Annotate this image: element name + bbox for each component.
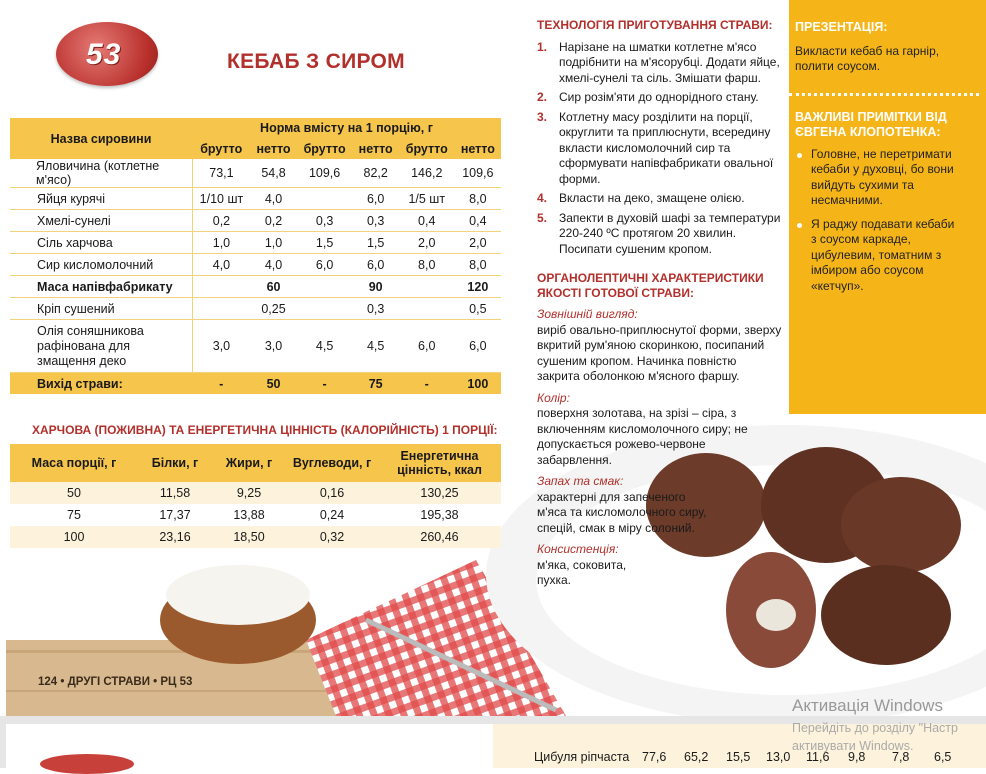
table-row: Хмелі-сунелі 0,2 0,2 0,3 0,3 0,4 0,4: [10, 210, 501, 232]
table-cell: 9,8: [848, 750, 866, 764]
table-cell: 15,5: [726, 750, 751, 764]
table-cell: 77,6: [642, 750, 667, 764]
smell-text: характерні для запеченого м'яса та кисломолочного сиру, спецій, смак в міру солоний.: [537, 489, 707, 535]
activation-watermark-hint: Перейдіть до розділу "Настр: [792, 721, 958, 735]
technology-section: [537, 18, 782, 589]
header-norm: Норма вмісту на 1 порцію, г: [192, 118, 501, 138]
list-item: 2. Сир розім'яти до однорідного стану.: [537, 90, 759, 104]
organoleptic-heading: ОРГАНОЛЕПТИЧНІ ХАРАКТЕРИСТИКИ ЯКОСТІ ГОТОВОЇ СТРАВИ:: [537, 271, 764, 300]
smell-label: Запах та смак:: [537, 474, 624, 488]
page-footer: 124 • ДРУГІ СТРАВИ • РЦ 53: [38, 676, 193, 688]
table-row: Яловичина (котлетне м'ясо) 73,1 54,8 109,6 82,2 146,2 109,6: [10, 159, 501, 188]
list-item: 5. Запекти в духовій шафі за температури 220-240 ºС протягом 20 хвилин. Посипати сушеним кропом.: [537, 210, 781, 256]
list-item: 3. Котлетну масу розділити на порції, округлити та приплюснути, всередину вкласти кисломолочний сир та сформувати напівфабрикати овальної форми.: [537, 109, 774, 186]
recipe-number-badge: [40, 754, 134, 774]
notes-heading: ВАЖЛИВІ ПРИМІТКИ ВІД ЄВГЕНА КЛОПОТЕНКА:: [795, 109, 947, 139]
recipe-table: [10, 118, 501, 394]
subheader: брутто: [297, 138, 353, 159]
yield-row: Вихід страви: - 50 - 75 - 100: [10, 373, 501, 395]
texture-text: м'яка, соковита, пухка.: [537, 557, 627, 587]
subheader: нетто: [455, 138, 501, 159]
table-cell: 6,5: [934, 750, 952, 764]
nutrition-heading: ХАРЧОВА (ПОЖИВНА) ТА ЕНЕРГЕТИЧНА ЦІННІСТЬ (КАЛОРІЙНІСТЬ) 1 ПОРЦІЇ:: [32, 423, 498, 437]
appearance-label: Зовнішній вигляд:: [537, 307, 638, 321]
list-item: 4. Вкласти на деко, змащене олією.: [537, 191, 745, 205]
table-row: 75 17,37 13,88 0,24 195,38: [67, 508, 459, 522]
page-title: КЕБАБ З СИРОМ: [227, 50, 405, 73]
list-item: 1. Нарізане на шматки котлетне м'ясо подрібнити на м'ясорубці. Додати яйце, хмелі-сунелі та сіль. Змішати фарш.: [537, 39, 780, 85]
presentation-heading: ПРЕЗЕНТАЦІЯ:: [795, 20, 888, 34]
table-row: Кріп сушений 0,25 0,3 0,5: [10, 298, 501, 320]
subheader: брутто: [399, 138, 455, 159]
appearance-text: виріб овально-приплюснутої форми, зверху вкритий рум'яною скоринкою, посипаний сушеним кропом. Начинка повністю закрита оболонкою м'ясного фаршу.: [537, 322, 782, 383]
divider: [789, 93, 979, 96]
table-cell: 11,6: [806, 750, 830, 764]
technology-heading: ТЕХНОЛОГІЯ ПРИГОТУВАННЯ СТРАВИ:: [537, 18, 773, 32]
table-cell: 7,8: [892, 750, 910, 764]
table-row: Олія соняшникова рафінована для змащення деко 3,0 3,0 4,5 4,5 6,0 6,0: [10, 320, 501, 373]
table-row: Сіль харчова 1,0 1,0 1,5 1,5 2,0 2,0: [10, 232, 501, 254]
table-cell: 65,2: [684, 750, 709, 764]
activation-watermark: Активація Windows: [792, 696, 943, 715]
subheader: нетто: [353, 138, 399, 159]
subheader: нетто: [250, 138, 296, 159]
next-page-row-name: Цибуля ріпчаста: [534, 750, 630, 764]
table-row: Сир кисломолочний 4,0 4,0 6,0 6,0 8,0 8,0: [10, 254, 501, 276]
recipe-page: [6, 0, 986, 716]
table-row: 50 11,58 9,25 0,16 130,25: [10, 482, 501, 504]
recipe-number: 53: [86, 38, 122, 71]
table-row: Маса напівфабрикату 60 90 120: [10, 276, 501, 298]
texture-label: Консистенція:: [537, 542, 619, 556]
color-text: поверхня золотава, на зрізі – сіра, з включенням кисломолочного сиру; не допускається рожево-червоне забарвлення.: [537, 406, 748, 467]
subheader: брутто: [192, 138, 250, 159]
table-row: 100 23,16 18,50 0,32 260,46: [10, 526, 501, 548]
list-item: Я раджу подавати кебаби з соусом каркаде, цибулевим, томатним з імбиром або соусом «кетчуп».: [795, 217, 956, 295]
presentation-text: Викласти кебаб на гарнір, полити соусом.: [795, 43, 940, 73]
activation-watermark-hint: активувати Windows.: [792, 739, 914, 753]
header-name: Назва сировини: [10, 118, 192, 159]
table-row: Яйця курячі 1/10 шт 4,0 6,0 1/5 шт 8,0: [10, 188, 501, 210]
color-label: Колір:: [537, 390, 570, 405]
list-item: Головне, не перетримати кебаби у духовці, бо вони вийдуть сухими та несмачними.: [795, 147, 956, 209]
nutrition-table: Маса порції, г Білки, г Жири, г Вуглеводи, г Енергетична цінність, ккал 50 11,58 9,25 0,16 130,25 75 17,37 13,88 0,24 195,38 100 23,16 18,50 0,32 260,46: [10, 444, 501, 548]
tips-sidebar: [789, 0, 986, 414]
table-cell: 13,0: [766, 750, 791, 764]
